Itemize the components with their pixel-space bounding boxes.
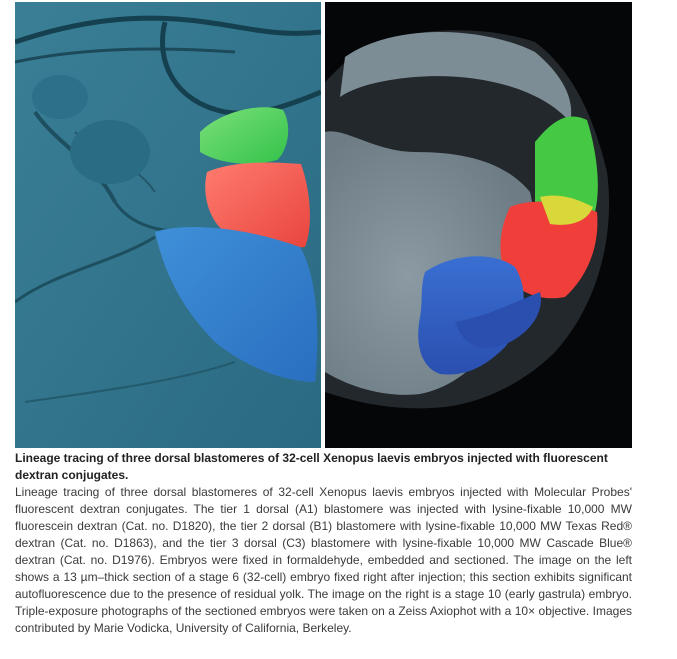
figure-caption <box>15 450 632 637</box>
gastrula-section-graphic <box>325 2 632 448</box>
stage6-section-graphic <box>15 2 321 448</box>
caption-title: Lineage tracing of three dorsal blastomeres of 32-cell Xenopus laevis embryos injected with fluorescent dextran conjugates. <box>15 451 608 482</box>
stage6-embryo-image <box>15 2 321 448</box>
micrograph-figure <box>15 2 632 448</box>
yolk-cell <box>70 120 150 184</box>
stage10-embryo-image <box>325 2 632 448</box>
caption-body: Lineage tracing of three dorsal blastomeres of 32-cell Xenopus laevis embryos injected with Molecular Probes' fluorescent dextran conjugates. The tier 1 dorsal (A1) blastomere was injected with lysine-fixable 10,000 MW fluorescein dextran (Cat. no. D1820), the tier 2 dorsal (B1) blastomere with lysine-fixable 10,000 MW Texas Red® dextran (Cat. no. D1863), and the tier 3 dorsal (C3) blastomere with lysine-fixable 10,000 MW Cascade Blue® dextran (Cat. no. D1976). Embryos were fixed in formaldehyde, embedded and sectioned. The image on the left shows a 13 µm–thick section of a stage 6 (32-cell) embryo fixed right after injection; this section exhibits significant autofluorescence due to the presence of residual yolk. The image on the right is a stage 10 (early gastrula) embryo. Triple-exposure photographs of the sectioned embryos were taken on a Zeiss Axiophot with a 10× objective. Images contributed by Marie Vodicka, University of California, Berkeley. <box>15 485 632 635</box>
yolk-cell <box>32 75 88 119</box>
